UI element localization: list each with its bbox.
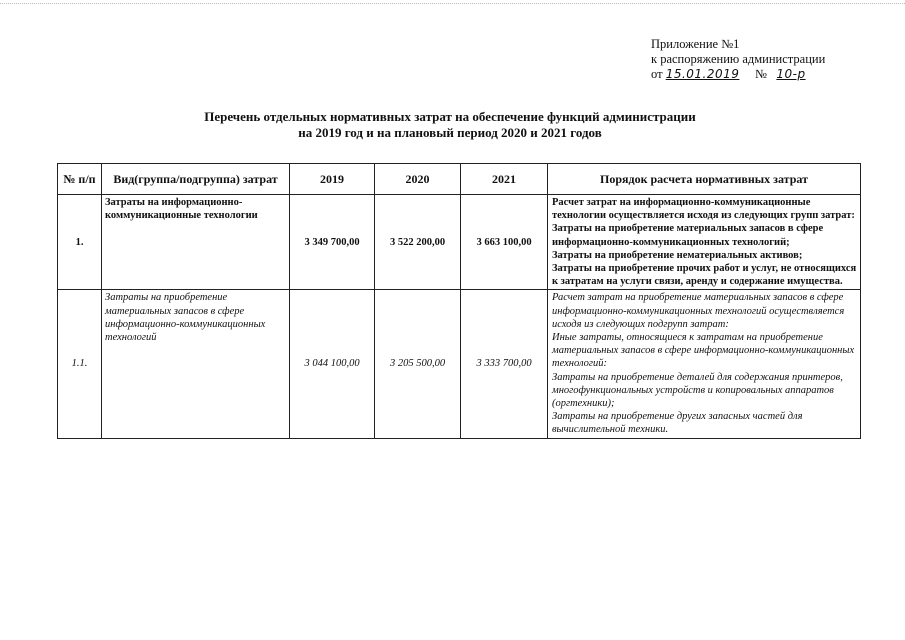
appendix-block [651, 37, 891, 82]
method-line: Расчет затрат на приобретение материальных запасов в сфере информационно-коммуникационных технологий осуществляется исходя из следующих подгрупп затрат: [552, 292, 845, 330]
number-prefix: № [755, 67, 767, 81]
method-line: Расчет затрат на информационно-коммуникационные технологии осуществляется исходя из следующих групп затрат: [552, 197, 855, 222]
table-header-row [58, 164, 861, 195]
row-value-2019: 3 349 700,00 [290, 195, 375, 290]
header-type: Вид(группа/подгруппа) затрат [102, 164, 290, 195]
row-method [548, 195, 861, 290]
method-line: Затраты на приобретение нематериальных активов; [552, 249, 803, 261]
table-row [58, 195, 861, 290]
table-row [58, 290, 861, 438]
document-title [60, 109, 840, 141]
header-2021: 2021 [461, 164, 548, 195]
title-line-1: Перечень отдельных нормативных затрат на обеспечение функций администрации [204, 109, 696, 124]
header-method: Порядок расчета нормативных затрат [548, 164, 861, 195]
handwritten-date: 15.01.2019 [665, 67, 740, 81]
row-value-2019: 3 044 100,00 [290, 290, 375, 438]
row-number: 1. [58, 195, 102, 290]
handwritten-number: 10-р [776, 67, 806, 81]
row-value-2020: 3 522 200,00 [375, 195, 461, 290]
row-value-2021: 3 663 100,00 [461, 195, 548, 290]
row-type: Затраты на приобретение материальных запасов в сфере информационно-коммуникационных технологий [102, 290, 290, 438]
header-2020: 2020 [375, 164, 461, 195]
header-2019: 2019 [290, 164, 375, 195]
row-value-2020: 3 205 500,00 [375, 290, 461, 438]
method-line: Затраты на приобретение материальных запасов в сфере информационно-коммуникационных технологий; [552, 223, 824, 248]
appendix-order-ref: к распоряжению администрации [651, 52, 826, 66]
scan-artifact-line [0, 3, 905, 6]
date-prefix: от [651, 67, 663, 81]
row-type: Затраты на информационно-коммуникационные технологии [102, 195, 290, 290]
method-line: Затраты на приобретение других запасных частей для вычислительной техники. [552, 411, 803, 436]
appendix-date-line [651, 67, 891, 82]
method-line: Иные затраты, относящиеся к затратам на приобретение материальных запасов в сфере информационно-коммуникационных технологий: [552, 332, 855, 370]
method-line: Затраты на приобретение деталей для содержания принтеров, многофункциональных устройств и копировальных аппаратов (оргтехники); [552, 371, 843, 410]
appendix-title: Приложение №1 [651, 37, 740, 51]
row-method [548, 290, 861, 438]
row-number: 1.1. [58, 290, 102, 438]
row-value-2021: 3 333 700,00 [461, 290, 548, 438]
title-line-2: на 2019 год и на плановый период 2020 и 2021 годов [298, 125, 602, 140]
header-num: № п/п [58, 164, 102, 195]
cost-table [57, 163, 861, 439]
method-line: Затраты на приобретение прочих работ и услуг, не относящихся к затратам на услуги связи, аренду и содержание имущества. [552, 263, 857, 288]
